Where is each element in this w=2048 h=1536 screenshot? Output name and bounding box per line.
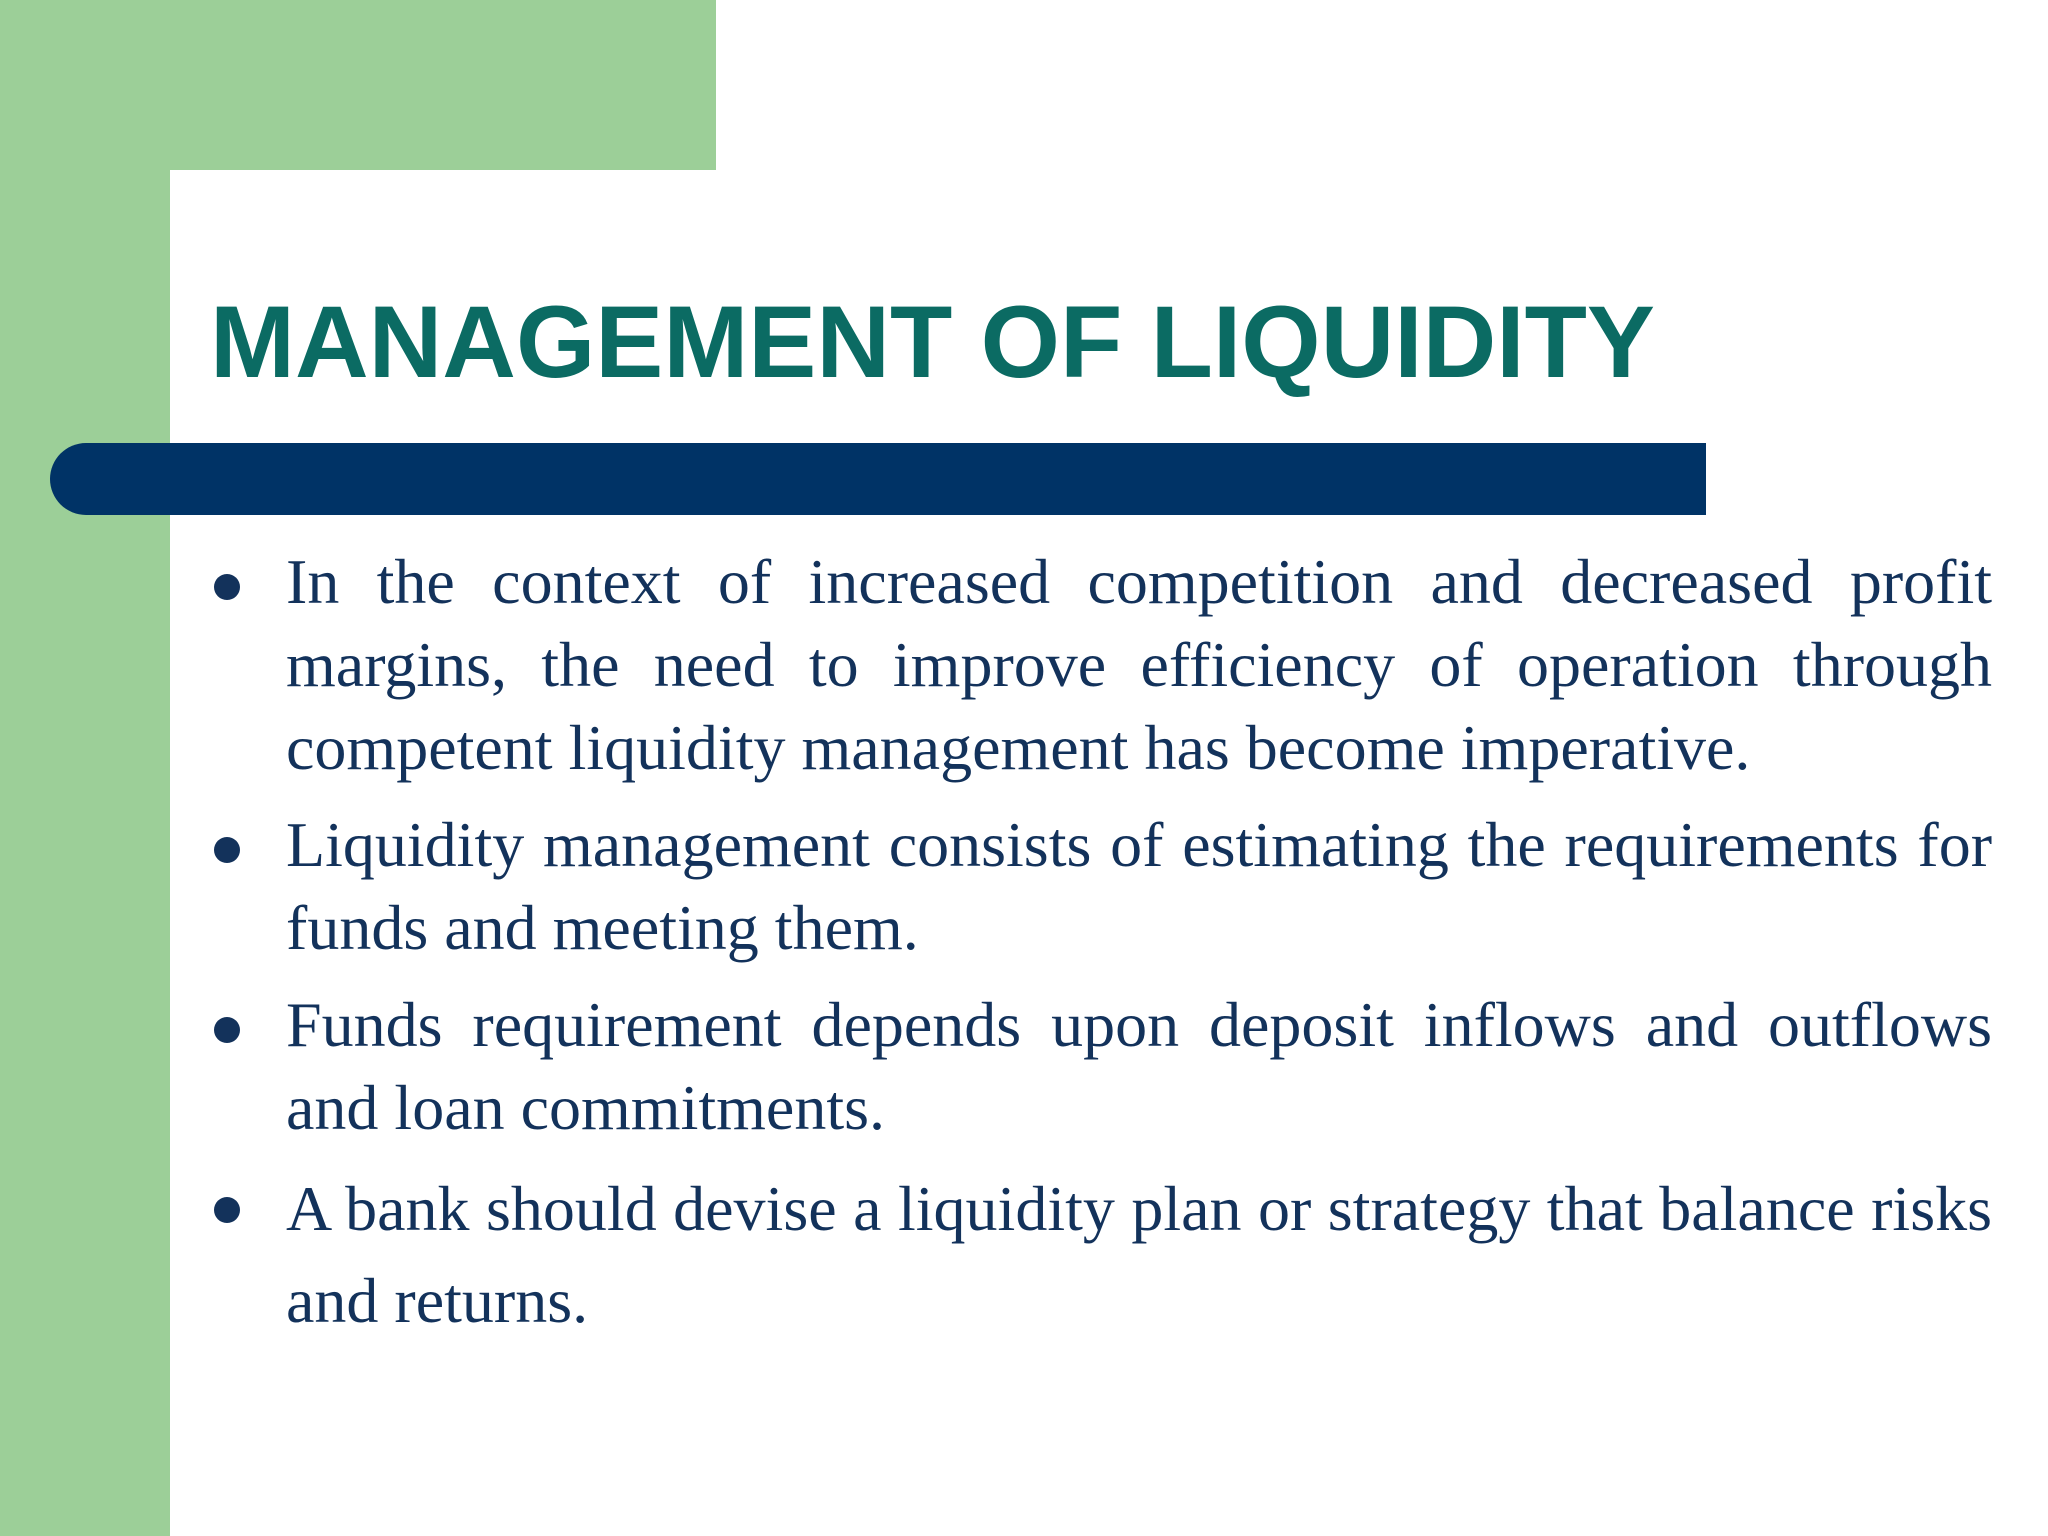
bullet-text: In the context of increased competition and decreased profit margins, the need to improve efficiency of operation through competent liquidity management has become imperative. [286, 546, 1992, 783]
bullet-text: A bank should devise a liquidity plan or strategy that balance risks and returns. [286, 1173, 1992, 1336]
bullet-dot-icon [214, 1017, 240, 1043]
bullet-text: Liquidity management consists of estimating the requirements for funds and meeting them. [286, 809, 1992, 963]
top-green-band [0, 0, 716, 170]
bullet-item [210, 540, 1992, 789]
slide-title: MANAGEMENT OF LIQUIDITY [210, 285, 1655, 399]
bullet-list [210, 540, 1992, 1347]
left-green-band [0, 0, 170, 1536]
bullet-dot-icon [214, 574, 240, 600]
title-underline-bar [50, 443, 1706, 515]
bullet-item [210, 983, 1992, 1149]
bullet-text: Funds requirement depends upon deposit inflows and outflows and loan commitments. [286, 989, 1992, 1143]
bullet-dot-icon [214, 1197, 240, 1223]
bullet-item [210, 803, 1992, 969]
bullet-item [210, 1163, 1992, 1347]
bullet-dot-icon [214, 837, 240, 863]
